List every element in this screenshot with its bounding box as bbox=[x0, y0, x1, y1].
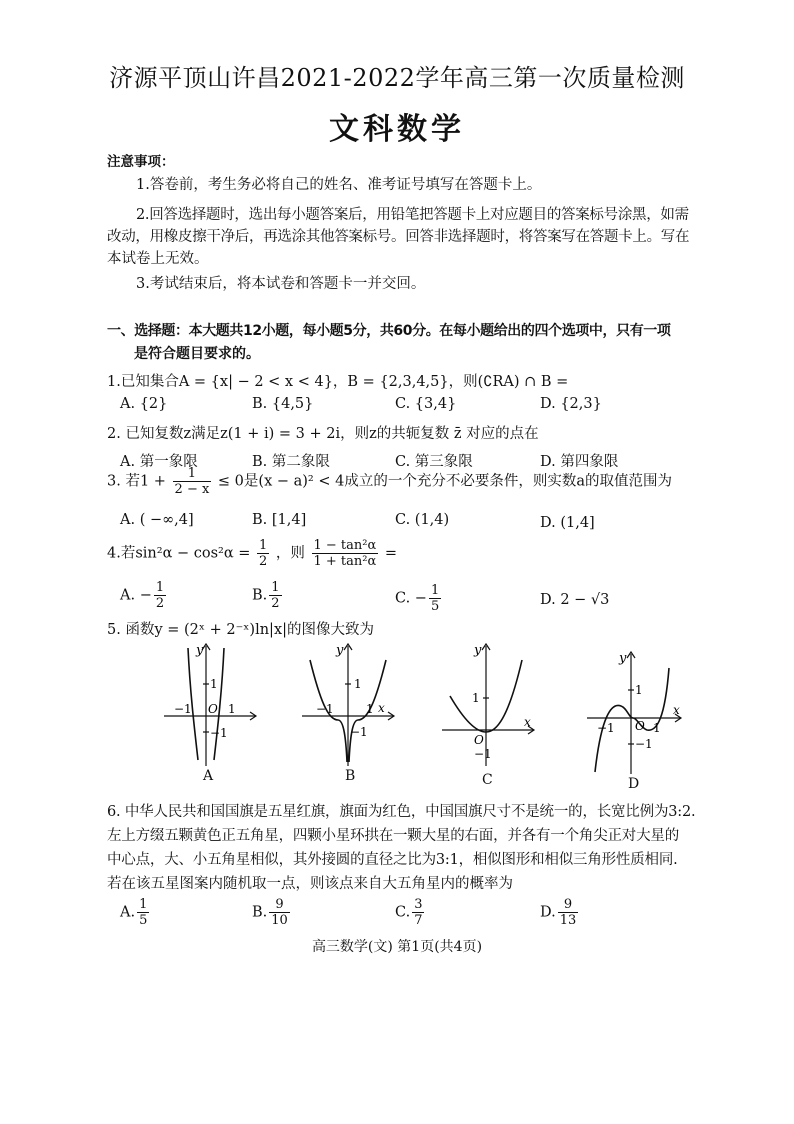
q4-option-a-numerator: 1 bbox=[155, 580, 165, 595]
tick-neg-x: −1 bbox=[316, 702, 334, 716]
q6-line-1: 6. 中华人民共和国国旗是五星红旗，旗面为红色，中国国旗尺寸不是统一的，长宽比例为3:2. bbox=[107, 804, 696, 820]
q4-option-c bbox=[395, 583, 443, 614]
x-label: x bbox=[378, 701, 385, 715]
q1-option-a: A. {2} bbox=[120, 396, 168, 412]
q6-option-c-denominator: 7 bbox=[414, 913, 423, 928]
q4-option-a-denominator: 2 bbox=[155, 596, 165, 611]
section-1-line-1: 一、选择题：本大题共12小题，每小题5分，共60分。在每小题给出的四个选项中，只有一项 bbox=[107, 323, 671, 339]
tick-pos: 1 bbox=[210, 677, 218, 691]
q6-option-d-numerator: 9 bbox=[558, 897, 579, 913]
q6-option-d-denominator: 13 bbox=[559, 913, 577, 928]
curve bbox=[595, 668, 669, 772]
q5-stem: 5. 函数y = (2ˣ + 2⁻ˣ)ln|x|的图像大致为 bbox=[107, 622, 375, 638]
q4-option-a-prefix: A. − bbox=[120, 587, 152, 604]
q4-option-d: D. 2 − √3 bbox=[540, 592, 610, 608]
q5-label-b: B bbox=[345, 768, 356, 784]
tick-neg-y: −1 bbox=[350, 725, 368, 739]
q5-graph-b bbox=[298, 640, 398, 768]
section-1-line-2: 是符合题目要求的。 bbox=[134, 346, 260, 362]
q2-stem: 2. 已知复数z满足z(1 + i) = 3 + 2i，则z的共轭复数 z̄ 对应的点在 bbox=[107, 426, 539, 442]
q5-label-c: C bbox=[482, 772, 493, 788]
q3-option-d: D. (1,4] bbox=[540, 515, 595, 531]
tick-pos-x: 1 bbox=[228, 702, 236, 716]
q6-option-a-numerator: 1 bbox=[139, 897, 148, 912]
note-2-line-1: 2.回答选择题时，选出每小题答案后，用铅笔把答题卡上对应题目的答案标号涂黑，如需 bbox=[136, 207, 689, 223]
tick-pos-x: 1 bbox=[653, 721, 661, 735]
q5-label-a: A bbox=[203, 768, 214, 784]
q3-stem-prefix: 3. 若1 + bbox=[107, 473, 166, 490]
q6-option-d-prefix: D. bbox=[540, 904, 556, 921]
notes-heading: 注意事项： bbox=[107, 154, 175, 170]
q6-option-a bbox=[120, 897, 151, 928]
q1-option-d: D. {2,3} bbox=[540, 396, 602, 412]
q6-option-c-numerator: 3 bbox=[414, 897, 423, 912]
tick-neg-y: −1 bbox=[210, 726, 228, 740]
q4-option-c-fraction bbox=[429, 583, 441, 614]
origin-label: O bbox=[474, 733, 484, 747]
note-1: 1.答卷前，考生务必将自己的姓名、准考证号填写在答题卡上。 bbox=[136, 177, 542, 193]
q4-fraction-1-numerator: 1 bbox=[259, 538, 268, 553]
q6-option-c bbox=[395, 897, 426, 928]
q4-fraction-1 bbox=[257, 538, 269, 569]
tick-neg-x: −1 bbox=[597, 721, 615, 735]
q4-stem-suffix: = bbox=[384, 545, 398, 562]
q6-option-d-fraction bbox=[558, 897, 579, 928]
q4-stem bbox=[107, 538, 397, 569]
q4-fraction-2-numerator: 1 − tan²α bbox=[313, 538, 377, 553]
q1-option-b: B. {4,5} bbox=[252, 396, 314, 412]
q1-stem: 1.已知集合A = {x| − 2 < x < 4}，B = {2,3,4,5}，则(∁RA) ∩ B = bbox=[107, 374, 569, 390]
q4-option-a bbox=[120, 580, 168, 611]
q3-stem bbox=[107, 466, 672, 497]
q5-graph-c bbox=[438, 640, 538, 768]
q4-option-b-fraction bbox=[269, 580, 281, 611]
y-label: y bbox=[619, 651, 627, 666]
subject-title: 文科数学 bbox=[329, 112, 465, 147]
exam-title: 济源平顶山许昌2021-2022学年高三第一次质量检测 bbox=[109, 64, 685, 92]
q3-option-c: C. (1,4) bbox=[395, 512, 450, 528]
q6-option-c-fraction bbox=[412, 897, 424, 928]
q6-option-c-prefix: C. bbox=[395, 904, 411, 921]
q6-option-d bbox=[540, 897, 580, 928]
q4-stem-prefix: 4.若sin²α − cos²α = bbox=[107, 545, 251, 562]
q6-line-3: 中心点，大、小五角星相似，其外接圆的直径之比为3:1，相似图形和相似三角形性质相同. bbox=[107, 852, 678, 868]
tick-pos: 1 bbox=[354, 677, 362, 691]
q2-option-c: C. 第三象限 bbox=[395, 454, 473, 470]
q4-option-b bbox=[252, 580, 284, 611]
q5-label-d: D bbox=[628, 776, 640, 792]
q6-option-a-prefix: A. bbox=[120, 904, 136, 921]
q3-stem-suffix: ≤ 0是(x − a)² < 4成立的一个充分不必要条件，则实数a的取值范围为 bbox=[217, 473, 672, 490]
origin-label: O bbox=[635, 719, 645, 733]
q4-fraction-1-denominator: 2 bbox=[259, 554, 268, 569]
q6-option-a-denominator: 5 bbox=[139, 913, 148, 928]
q5-graph-a bbox=[160, 640, 260, 768]
q5-graph-d bbox=[585, 648, 685, 776]
note-3: 3.考试结束后，将本试卷和答题卡一并交回。 bbox=[136, 276, 426, 292]
q3-option-a: A. ( −∞,4] bbox=[120, 512, 194, 528]
tick-neg-y: −1 bbox=[474, 747, 492, 761]
q6-line-2: 左上方缀五颗黄色正五角星，四颗小星环拱在一颗大星的右面，并各有一个角尖正对大星的 bbox=[107, 828, 679, 844]
q6-option-b-fraction bbox=[269, 897, 290, 928]
q6-option-b-prefix: B. bbox=[252, 904, 268, 921]
tick-pos: 1 bbox=[472, 691, 480, 705]
q2-option-d: D. 第四象限 bbox=[540, 454, 619, 470]
q6-line-4: 若在该五星图案内随机取一点，则该点来自大五角星内的概率为 bbox=[107, 876, 513, 892]
q1-option-c: C. {3,4} bbox=[395, 396, 457, 412]
y-label: y bbox=[336, 643, 344, 658]
q3-fraction-denominator: 2 − x bbox=[174, 482, 210, 497]
page-footer: 高三数学(文) 第1页(共4页) bbox=[311, 939, 483, 955]
q4-option-c-prefix: C. − bbox=[395, 590, 427, 607]
q4-option-a-fraction bbox=[154, 580, 166, 611]
tick-pos: 1 bbox=[635, 683, 643, 697]
x-label: x bbox=[673, 703, 680, 717]
q4-option-b-numerator: 1 bbox=[271, 580, 280, 595]
q4-option-c-numerator: 1 bbox=[430, 583, 440, 598]
x-label: x bbox=[524, 715, 531, 729]
tick-pos-x: 1 bbox=[366, 702, 374, 716]
q6-option-b-numerator: 9 bbox=[269, 897, 290, 913]
tick-neg-y: −1 bbox=[635, 737, 653, 751]
q4-option-c-denominator: 5 bbox=[430, 599, 440, 614]
q2-option-a: A. 第一象限 bbox=[120, 454, 198, 470]
q3-fraction-numerator: 1 bbox=[173, 466, 212, 482]
q4-stem-mid: ，则 bbox=[275, 545, 305, 562]
note-2-line-2: 改动，用橡皮擦干净后，再选涂其他答案标号。回答非选择题时，将答案写在答题卡上。写在 bbox=[107, 229, 690, 245]
q4-fraction-2 bbox=[312, 538, 379, 569]
q4-option-b-prefix: B. bbox=[252, 587, 268, 604]
y-label: y bbox=[196, 643, 204, 658]
y-label: y bbox=[474, 643, 482, 658]
note-2-line-3: 本试卷上无效。 bbox=[107, 251, 209, 267]
q4-option-b-denominator: 2 bbox=[271, 596, 280, 611]
q4-fraction-2-denominator: 1 + tan²α bbox=[313, 554, 377, 569]
origin-label: O bbox=[208, 702, 218, 716]
q3-fraction bbox=[173, 466, 212, 497]
q2-option-b: B. 第二象限 bbox=[252, 454, 330, 470]
q3-option-b: B. [1,4] bbox=[252, 512, 307, 528]
q6-option-b bbox=[252, 897, 292, 928]
q6-option-b-denominator: 10 bbox=[271, 913, 288, 928]
tick-neg-x: −1 bbox=[174, 702, 192, 716]
q6-option-a-fraction bbox=[137, 897, 149, 928]
